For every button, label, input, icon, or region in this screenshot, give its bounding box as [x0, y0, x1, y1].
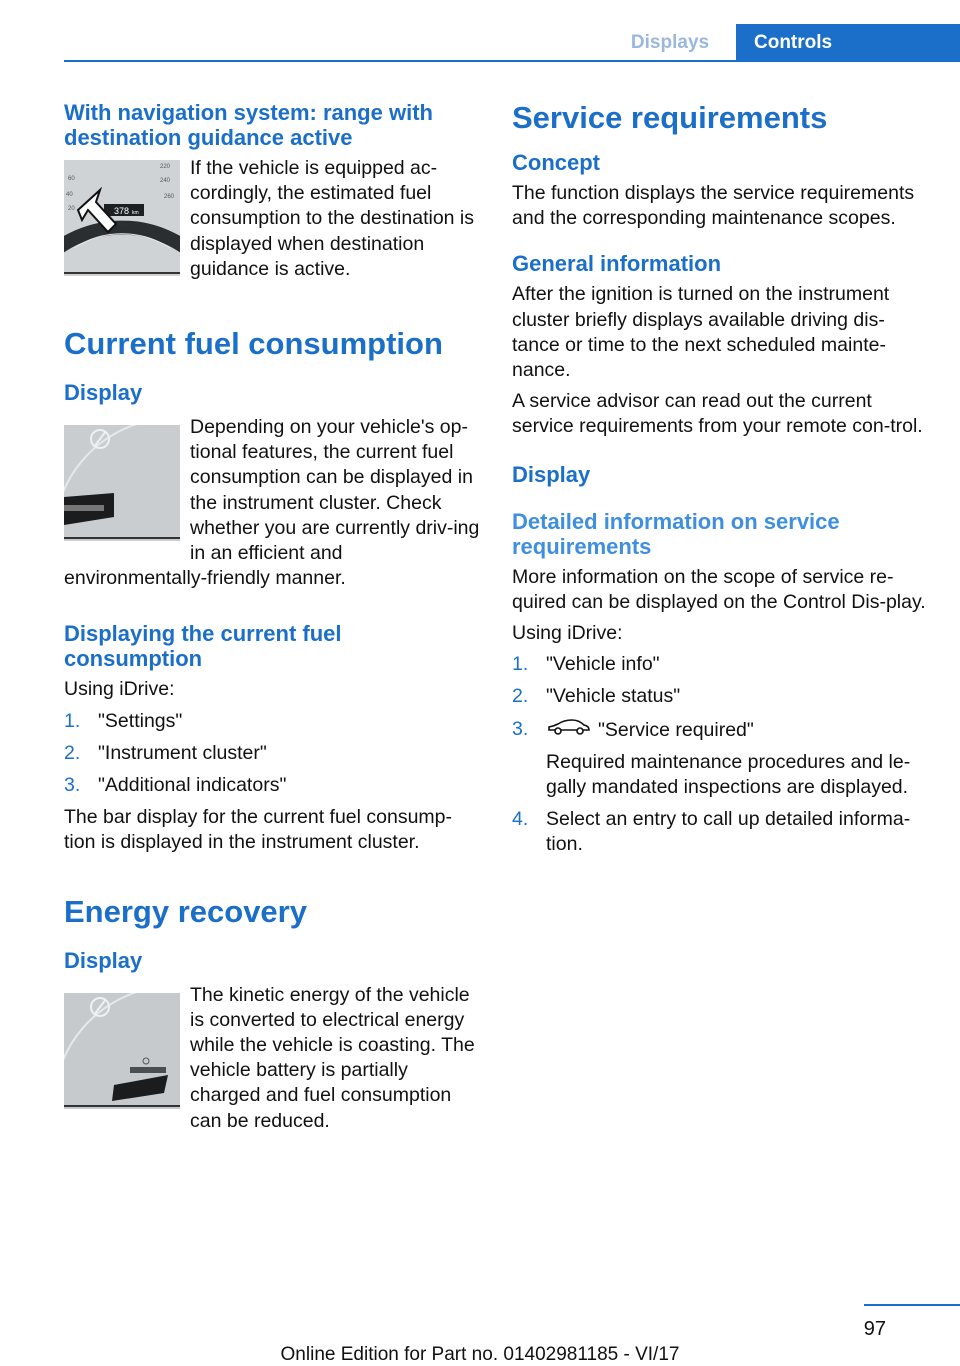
list-item: 2. "Vehicle status": [512, 685, 681, 708]
service-display-heading: Display: [512, 461, 591, 487]
gauge-mark: 400: [116, 222, 127, 228]
nav-range-text: If the vehicle is equipped ac-cordingly, the estimated fuel consumption to the destination is displayed when destination guidance is active.: [190, 157, 475, 280]
list-item: 4. Select an entry to call up detailed informa-tion.: [512, 808, 911, 856]
edition-note: Online Edition for Part no. 01402981185 - VI/17: [280, 1344, 680, 1365]
fuel-display-text: Depending on your vehicle's op-tional features, the current fuel consumption can be displayed in the instrument cluster. Check whether you are currently driv-ing in an efficient and environmentally-friendly manner.: [64, 416, 480, 590]
list-item: 3. "Service required" Required maintenance procedures and le-gally mandated inspections are displayed.: [512, 717, 911, 799]
tab-displays[interactable]: Displays: [630, 32, 710, 53]
energy-display-text: The kinetic energy of the vehicle is converted to electrical energy while the vehicle is coasting. The vehicle battery is partially charged and fuel consumption can be reduced.: [190, 983, 475, 1132]
svg-text:260: 260: [164, 194, 175, 200]
energy-display-heading: Display: [64, 947, 143, 973]
fuel-display-heading: Display: [64, 380, 143, 406]
detailed-info-text: More information on the scope of service re-quired can be displayed on the Control Dis-play.: [512, 565, 926, 613]
right-column: [512, 100, 932, 865]
list-item: 1. "Vehicle info": [512, 653, 660, 676]
fuel-gauge-image: [64, 425, 180, 541]
header-rule: [64, 60, 960, 62]
show-fuel-steps: [64, 709, 480, 799]
nav-range-section: [64, 156, 480, 288]
general-info-heading: General information: [512, 251, 722, 277]
show-fuel-heading: Displaying the current fuel consumption: [64, 621, 342, 672]
car-icon: [546, 717, 592, 744]
footer-rule: [864, 1304, 960, 1306]
detailed-info-intro: Using iDrive:: [512, 622, 623, 645]
detailed-info-heading: Detailed information on service requirements: [512, 508, 840, 559]
list-item: 1. "Settings": [64, 709, 183, 732]
svg-text:240: 240: [160, 178, 171, 184]
gauge-range-unit: km: [132, 210, 139, 216]
svg-text:60: 60: [68, 176, 75, 182]
nav-range-gauge-image: [64, 160, 180, 276]
show-fuel-after: The bar display for the current fuel consump-tion is displayed in the instrument cluster.: [64, 806, 453, 854]
nav-range-heading: With navigation system: range with destination guidance active: [64, 100, 433, 150]
list-item: 3. "Additional indicators": [64, 774, 287, 797]
gauge-range-label: 378: [114, 206, 130, 216]
page-number: 97: [863, 1318, 886, 1340]
energy-gauge-image: [64, 993, 180, 1109]
fuel-display-section: [64, 415, 480, 597]
general-info-text-1: After the ignition is turned on the instrument cluster briefly displays available driving dis-tance or time to the next scheduled mainte-nance.: [512, 283, 890, 382]
general-info-text-2: A service advisor can read out the current service requirements from your remote con-trol.: [512, 390, 923, 438]
svg-text:220: 220: [160, 164, 171, 170]
energy-display-section: [64, 983, 480, 1140]
energy-recovery-heading: Energy recovery: [64, 893, 307, 929]
fuel-consumption-heading: Current fuel consumption: [64, 326, 443, 362]
page-header: [0, 24, 960, 62]
page-footer: [0, 1304, 960, 1365]
list-item: 2. "Instrument cluster": [64, 741, 267, 764]
tab-controls[interactable]: Controls: [736, 24, 960, 62]
service-steps: [512, 652, 932, 857]
concept-text: The function displays the service requirements and the corresponding maintenance scopes.: [512, 182, 915, 230]
left-column: [64, 100, 480, 1140]
concept-heading: Concept: [512, 150, 600, 175]
show-fuel-intro: Using iDrive:: [64, 678, 175, 701]
svg-text:20: 20: [68, 206, 75, 212]
svg-text:40: 40: [66, 192, 73, 198]
service-requirements-heading: Service requirements: [512, 100, 828, 135]
